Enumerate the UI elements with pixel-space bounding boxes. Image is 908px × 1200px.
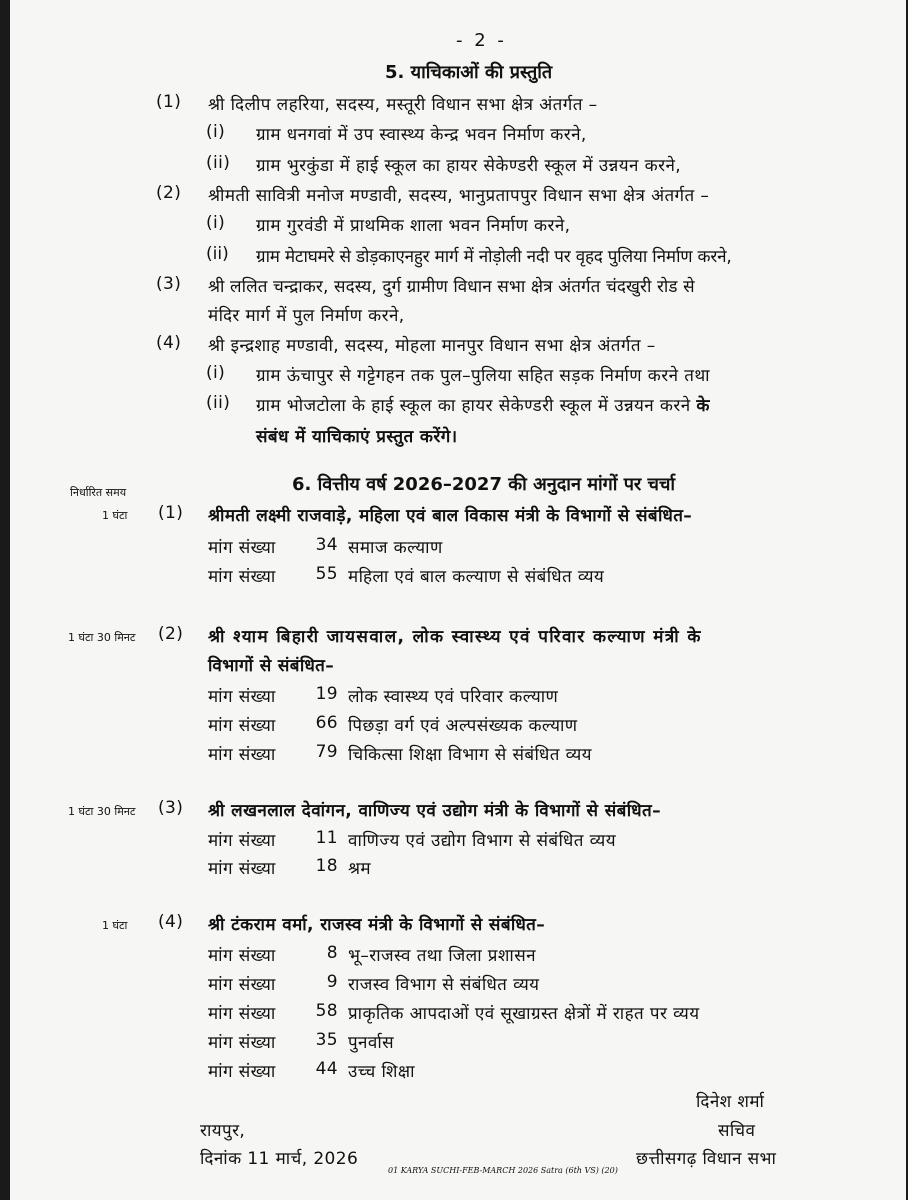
- demand-description: राजस्व विभाग से संबंधित व्यय: [348, 975, 540, 995]
- organization-name: छत्तीसगढ़ विधान सभा: [636, 1149, 777, 1169]
- demand-row: [208, 1030, 394, 1053]
- demand-number: 19: [315, 684, 338, 704]
- demand-group-number: (2): [158, 624, 184, 644]
- demand-label: मांग संख्या: [208, 946, 276, 966]
- petition-text-continued: मंदिर मार्ग में पुल निर्माण करने,: [208, 306, 405, 326]
- petition-sub-text: ग्राम गुरवंडी में प्राथमिक शाला भवन निर्माण करने,: [256, 216, 571, 236]
- demand-number: 55: [315, 564, 338, 584]
- demand-description: प्राकृतिक आपदाओं एवं सूखाग्रस्त क्षेत्रों में राहत पर व्यय: [348, 1004, 700, 1024]
- petition-text: श्री इन्द्रशाह मण्डावी, सदस्य, मोहला मानपुर विधान सभा क्षेत्र अंतर्गत –: [208, 336, 656, 356]
- demand-label: मांग संख्या: [208, 1062, 276, 1082]
- signatory-title: सचिव: [718, 1121, 756, 1141]
- minister-title-continued: विभागों से संबंधित–: [208, 656, 335, 676]
- petition-number: (1): [156, 92, 182, 112]
- demand-description: चिकित्सा शिक्षा विभाग से संबंधित व्यय: [348, 745, 592, 765]
- section-5-heading: 5. याचिकाओं की प्रस्तुति: [385, 62, 553, 83]
- demand-label: मांग संख्या: [208, 859, 276, 879]
- demand-number: 11: [315, 828, 338, 848]
- demand-row: [208, 1001, 699, 1024]
- demand-description: पुनर्वास: [348, 1033, 395, 1053]
- petition-closing: संबंध में याचिकाएं प्रस्तुत करेंगे।: [256, 427, 458, 447]
- demand-label: मांग संख्या: [208, 745, 276, 765]
- time-column-header: निर्धारित समय: [70, 486, 127, 499]
- petition-sub-number: (ii): [206, 393, 231, 413]
- demand-number: 66: [315, 713, 338, 733]
- file-reference: 01 KARYA SUCHI-FEB-MARCH 2026 Satra (6th VS) (20): [388, 1166, 618, 1175]
- demand-description: श्रम: [348, 859, 372, 879]
- section-6-heading: 6. वित्तीय वर्ष 2026–2027 की अनुदान मांगों पर चर्चा: [292, 474, 676, 495]
- demand-row: [208, 564, 604, 587]
- demand-row: [208, 535, 443, 558]
- minister-title: श्रीमती लक्ष्मी राजवाड़े, महिला एवं बाल विकास मंत्री के विभागों से संबंधित–: [208, 506, 693, 526]
- signatory-name: दिनेश शर्मा: [696, 1092, 765, 1112]
- demand-row: [208, 713, 577, 736]
- demand-number: 8: [326, 943, 338, 963]
- allotted-time: 1 घंटा 30 मिनट: [68, 805, 136, 818]
- petition-sub-text: ग्राम ऊंचापुर से गट्टेगहन तक पुल–पुलिया सहित सड़क निर्माण करने तथा: [256, 366, 710, 386]
- demand-number: 58: [315, 1001, 338, 1021]
- allotted-time: 1 घंटा 30 मिनट: [68, 631, 136, 644]
- demand-label: मांग संख्या: [208, 831, 276, 851]
- date: दिनांक 11 मार्च, 2026: [200, 1149, 359, 1169]
- demand-row: [208, 684, 558, 707]
- petition-sub-number: (ii): [206, 244, 229, 264]
- demand-label: मांग संख्या: [208, 567, 276, 587]
- demand-row: [208, 828, 616, 851]
- page-number: - 2 -: [456, 30, 507, 51]
- demand-group-number: (4): [158, 912, 184, 932]
- demand-number: 9: [326, 972, 338, 992]
- petition-text: श्रीमती सावित्री मनोज मण्डावी, सदस्य, भानुप्रतापपुर विधान सभा क्षेत्र अंतर्गत –: [208, 186, 710, 206]
- demand-row: [208, 742, 592, 765]
- demand-row: [208, 972, 539, 995]
- demand-label: मांग संख्या: [208, 1004, 276, 1024]
- demand-row: [208, 856, 371, 879]
- demand-description: भू–राजस्व तथा जिला प्रशासन: [348, 946, 536, 966]
- petition-number: (3): [156, 274, 182, 294]
- demand-description: उच्च शिक्षा: [348, 1062, 415, 1082]
- petition-sub-number: (i): [206, 213, 226, 233]
- demand-description: महिला एवं बाल कल्याण से संबंधित व्यय: [348, 567, 605, 587]
- minister-title: श्री श्याम बिहारी जायसवाल, लोक स्वास्थ्य एवं परिवार कल्याण मंत्री के: [208, 627, 702, 647]
- petition-sub-text: ग्राम भोजटोला के हाई स्कूल का हायर सेकेण्डरी स्कूल में उन्नयन करने के: [256, 396, 710, 416]
- demand-number: 34: [315, 535, 338, 555]
- demand-row: [208, 1059, 415, 1082]
- petition-sub-text: ग्राम धनगवां में उप स्वास्थ्य केन्द्र भवन निर्माण करने,: [256, 125, 587, 145]
- minister-title: श्री लखनलाल देवांगन, वाणिज्य एवं उद्योग मंत्री के विभागों से संबंधित–: [208, 801, 662, 821]
- demand-label: मांग संख्या: [208, 538, 276, 558]
- demand-label: मांग संख्या: [208, 975, 276, 995]
- demand-label: मांग संख्या: [208, 687, 276, 707]
- petition-sub-text: ग्राम मेटाघमरे से डोड़काएनहुर मार्ग में नोड़ोली नदी पर वृहद पुलिया निर्माण करने,: [256, 247, 732, 267]
- petition-sub-tail: के: [696, 396, 710, 416]
- allotted-time: 1 घंटा: [102, 509, 128, 522]
- demand-group-number: (1): [158, 503, 184, 523]
- demand-description: वाणिज्य एवं उद्योग विभाग से संबंधित व्यय: [348, 831, 616, 851]
- petition-text: श्री ललित चन्द्राकर, सदस्य, दुर्ग ग्रामीण विधान सभा क्षेत्र अंतर्गत चंदखुरी रोड से: [208, 277, 695, 297]
- petition-number: (2): [156, 183, 182, 203]
- demand-number: 44: [315, 1059, 338, 1079]
- demand-number: 18: [315, 856, 338, 876]
- demand-description: पिछड़ा वर्ग एवं अल्पसंख्यक कल्याण: [348, 716, 578, 736]
- place: रायपुर,: [200, 1121, 246, 1141]
- document-page: [10, 0, 906, 1200]
- petition-sub-number: (i): [206, 363, 226, 383]
- petition-text: श्री दिलीप लहरिया, सदस्य, मस्तूरी विधान सभा क्षेत्र अंतर्गत –: [208, 95, 598, 115]
- petition-sub-number: (i): [206, 122, 226, 142]
- allotted-time: 1 घंटा: [102, 919, 128, 932]
- demand-label: मांग संख्या: [208, 1033, 276, 1053]
- petition-sub-text: ग्राम भुरकुंडा में हाई स्कूल का हायर सेकेण्डरी स्कूल में उन्नयन करने,: [256, 156, 682, 176]
- petition-number: (4): [156, 333, 182, 353]
- petition-sub-number: (ii): [206, 153, 231, 173]
- demand-group-number: (3): [158, 798, 184, 818]
- demand-number: 79: [315, 742, 338, 762]
- demand-description: समाज कल्याण: [348, 538, 443, 558]
- demand-label: मांग संख्या: [208, 716, 276, 736]
- demand-row: [208, 943, 536, 966]
- demand-description: लोक स्वास्थ्य एवं परिवार कल्याण: [348, 687, 559, 707]
- minister-title: श्री टंकराम वर्मा, राजस्व मंत्री के विभागों से संबंधित–: [208, 915, 546, 935]
- demand-number: 35: [315, 1030, 338, 1050]
